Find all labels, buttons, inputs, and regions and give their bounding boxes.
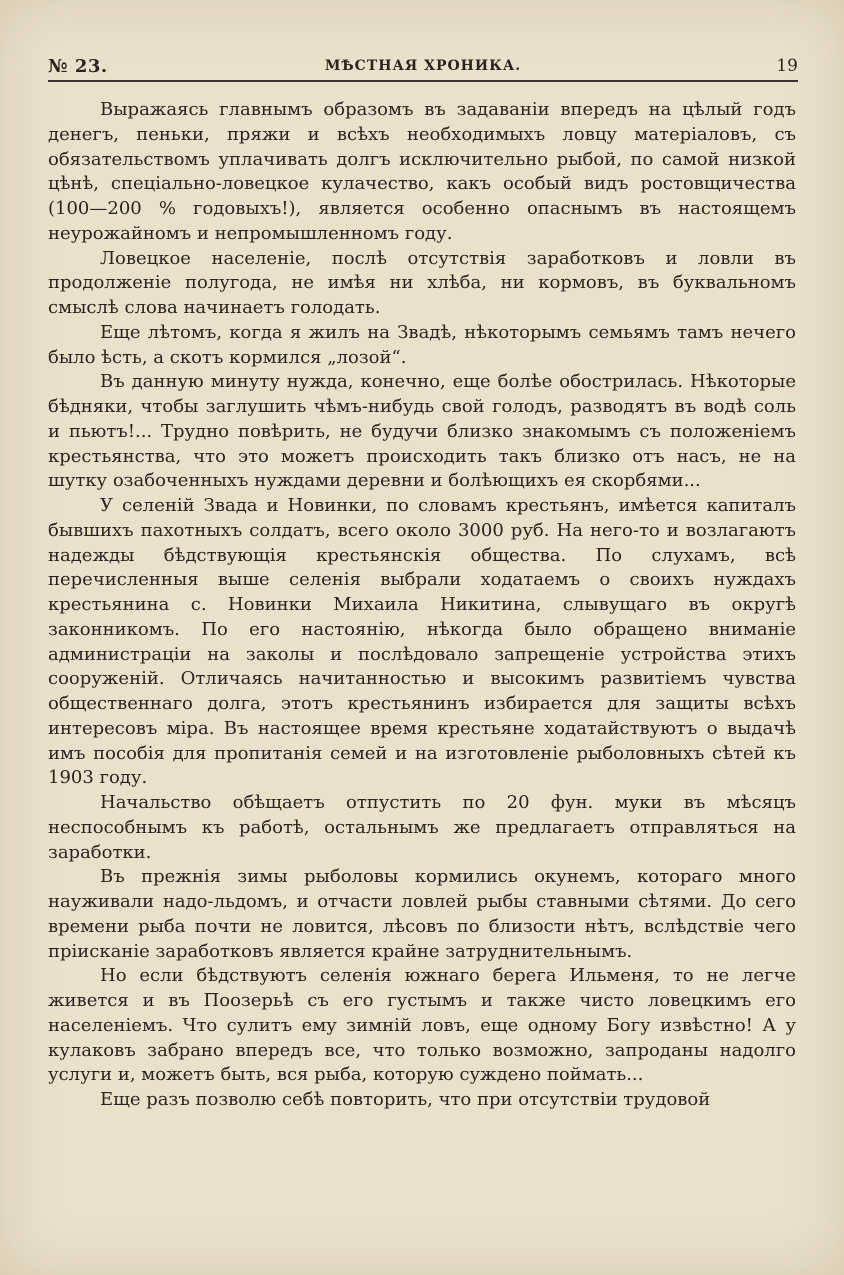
page-header bbox=[48, 56, 798, 82]
issue-number: № 23. bbox=[48, 56, 108, 77]
page-number: 19 bbox=[776, 56, 798, 76]
running-title: МѢСТНАЯ ХРОНИКА. bbox=[324, 58, 522, 74]
paragraph: Еще лѣтомъ, когда я жилъ на Звадѣ, нѣкоторымъ семьямъ тамъ нечего было ѣсть, а скотъ кормился „лозой“. bbox=[48, 321, 796, 368]
paragraph: Начальство обѣщаетъ отпустить по 20 фун. муки въ мѣсяцъ неспособнымъ къ работѣ, остальнымъ же предлагаетъ отправляться на заработки. bbox=[48, 792, 796, 863]
paragraph: Еще разъ позволю себѣ повторить, что при отсутствiи трудовой bbox=[100, 1089, 711, 1110]
paragraph: Но если бѣдствуютъ селенiя южнаго берега Ильменя, то не легче живется и въ Поозерьѣ съ его густымъ и также чисто ловецкимъ его населенiемъ. Что сулитъ ему зимнiй ловъ, еще одному Богу извѣстно! А у кулаковъ забрано впередъ все, что только возможно, запроданы надолго услуги и, можетъ быть, вся рыба, которую суждено поймать... bbox=[48, 965, 796, 1086]
paragraph: Въ данную минуту нужда, конечно, еще болѣе обострилась. Нѣкоторые бѣдняки, чтобы заглушить чѣмъ-нибудь свой голодъ, разводятъ въ водѣ соль и пьютъ!... Трудно повѣрить, не будучи близко знакомымъ съ положенiемъ крестьянства, что это можетъ происходить такъ близко отъ насъ, не на шутку озабоченныхъ нуждами деревни и болѣющихъ ея скорбями... bbox=[48, 371, 796, 492]
paragraph: Ловецкое населенiе, послѣ отсутствiя заработковъ и ловли въ продолженiе полугода, не имѣя ни хлѣба, ни кормовъ, въ буквальномъ смыслѣ слова начинаетъ голодать. bbox=[48, 247, 796, 318]
paragraph: Въ прежнiя зимы рыболовы кормились окунемъ, котораго много науживали надо-льдомъ, и отчасти ловлей рыбы ставными сѣтями. До сего времени рыба почти не ловится, лѣсовъ по близости нѣтъ, вслѣдствiе чего прiисканiе заработковъ является крайне затруднительнымъ. bbox=[48, 866, 796, 962]
paragraph: У селенiй Звада и Новинки, по словамъ крестьянъ, имѣется капиталъ бывшихъ пахотныхъ солдатъ, всего около 3000 руб. На него-то и возлагаютъ надежды бѣдствующiя крестьянскiя общества. По слухамъ, всѣ перечисленныя выше селенiя выбрали ходатаемъ о своихъ нуждахъ крестьянина с. Новинки Михаила Никитина, слывущаго въ округѣ законникомъ. По его настоянiю, нѣкогда было обращено вниманiе администрацiи на заколы и послѣдовало запрещенiе устройства этихъ сооруженiй. Отличаясь начитанностью и высокимъ развитiемъ чувства общественнаго долга, этотъ крестьянинъ избирается для защиты всѣхъ интересовъ мiра. Въ настоящее время крестьяне ходатайствуютъ о выдачѣ имъ пособiя для пропитанiя семей и на изготовленiе рыболовныхъ сѣтей къ 1903 году. bbox=[48, 495, 796, 789]
paragraph: Выражаясь главнымъ образомъ въ задаванiи впередъ на цѣлый годъ денегъ, пеньки, пряжи и всѣхъ необходимыхъ ловцу матерiаловъ, съ обязательствомъ уплачивать долгъ исключительно рыбой, по самой низкой цѣнѣ, спецiально-ловецкое кулачество, какъ особый видъ ростовщичества (100—200 % годовыхъ!), является особенно опаснымъ въ настоящемъ неурожайномъ и непромышленномъ году. bbox=[48, 99, 796, 244]
body-text bbox=[48, 98, 796, 1113]
header-rule bbox=[48, 80, 798, 82]
